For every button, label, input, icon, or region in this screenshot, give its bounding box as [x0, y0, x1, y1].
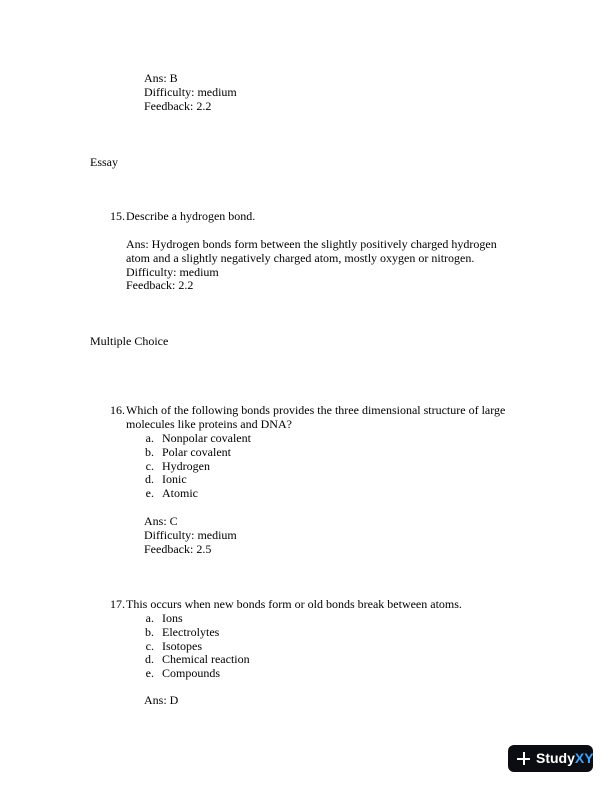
- difficulty-label: Difficulty: medium: [126, 264, 219, 279]
- feedback-label: Feedback: 2.2: [126, 278, 194, 293]
- option-letter: d.: [145, 652, 154, 667]
- option-letter: e.: [145, 486, 154, 501]
- option-letter: b.: [145, 444, 154, 459]
- option-letter: e.: [145, 666, 154, 681]
- section-heading-multiple-choice: Multiple Choice: [90, 334, 169, 348]
- brand-main: Study: [536, 750, 575, 766]
- answer-line: atom and a slightly negatively charged atom, mostly oxygen or nitrogen.: [126, 250, 475, 265]
- option-text: Ionic: [162, 472, 187, 487]
- question-17-options: [144, 612, 444, 682]
- option-letter: a.: [145, 611, 154, 625]
- question-17-answer-key: Ans: D: [144, 693, 179, 707]
- question-number: 15.: [110, 209, 125, 223]
- feedback-label: Feedback: 2.2: [144, 98, 212, 113]
- question-text: Describe a hydrogen bond.: [126, 209, 256, 223]
- option-text: Chemical reaction: [162, 652, 250, 667]
- option-text: Polar covalent: [162, 444, 231, 459]
- option-text: Nonpolar covalent: [162, 431, 251, 445]
- option-text: Atomic: [162, 486, 198, 501]
- option-letter: a.: [145, 431, 154, 445]
- brand-name: [536, 745, 594, 772]
- option-text: Isotopes: [162, 638, 202, 653]
- option-text: Hydrogen: [162, 458, 210, 473]
- question-16-options: [144, 432, 444, 502]
- option-letter: c.: [145, 638, 154, 653]
- brand-highlight: XY: [574, 750, 594, 766]
- question-15-answer: [126, 238, 497, 293]
- option-letter: b.: [145, 624, 154, 639]
- answer-key: Ans: B: [144, 71, 178, 85]
- question-16-answer: [144, 515, 237, 556]
- question-number: 17.: [110, 597, 125, 611]
- question-number: 16.: [110, 403, 125, 417]
- studyxy-logo-badge[interactable]: [508, 745, 593, 772]
- option-letter: c.: [145, 458, 154, 473]
- answer-key: Ans: C: [144, 514, 178, 528]
- option-letter: d.: [145, 472, 154, 487]
- option-text: Compounds: [162, 666, 221, 681]
- feedback-label: Feedback: 2.5: [144, 541, 212, 556]
- difficulty-label: Difficulty: medium: [144, 84, 237, 99]
- question-text: Which of the following bonds provides the three dimensional structure of large: [126, 403, 506, 417]
- option-text: Electrolytes: [162, 624, 220, 639]
- difficulty-label: Difficulty: medium: [144, 527, 237, 542]
- answer-line: Ans: Hydrogen bonds form between the slightly positively charged hydrogen: [126, 237, 497, 251]
- section-heading-essay: Essay: [90, 155, 118, 169]
- question-text: This occurs when new bonds form or old bonds break between atoms.: [126, 597, 462, 611]
- plus-icon: [517, 752, 530, 765]
- option-text: Ions: [162, 611, 183, 625]
- question-text: molecules like proteins and DNA?: [126, 416, 292, 431]
- previous-answer-block: [144, 72, 237, 113]
